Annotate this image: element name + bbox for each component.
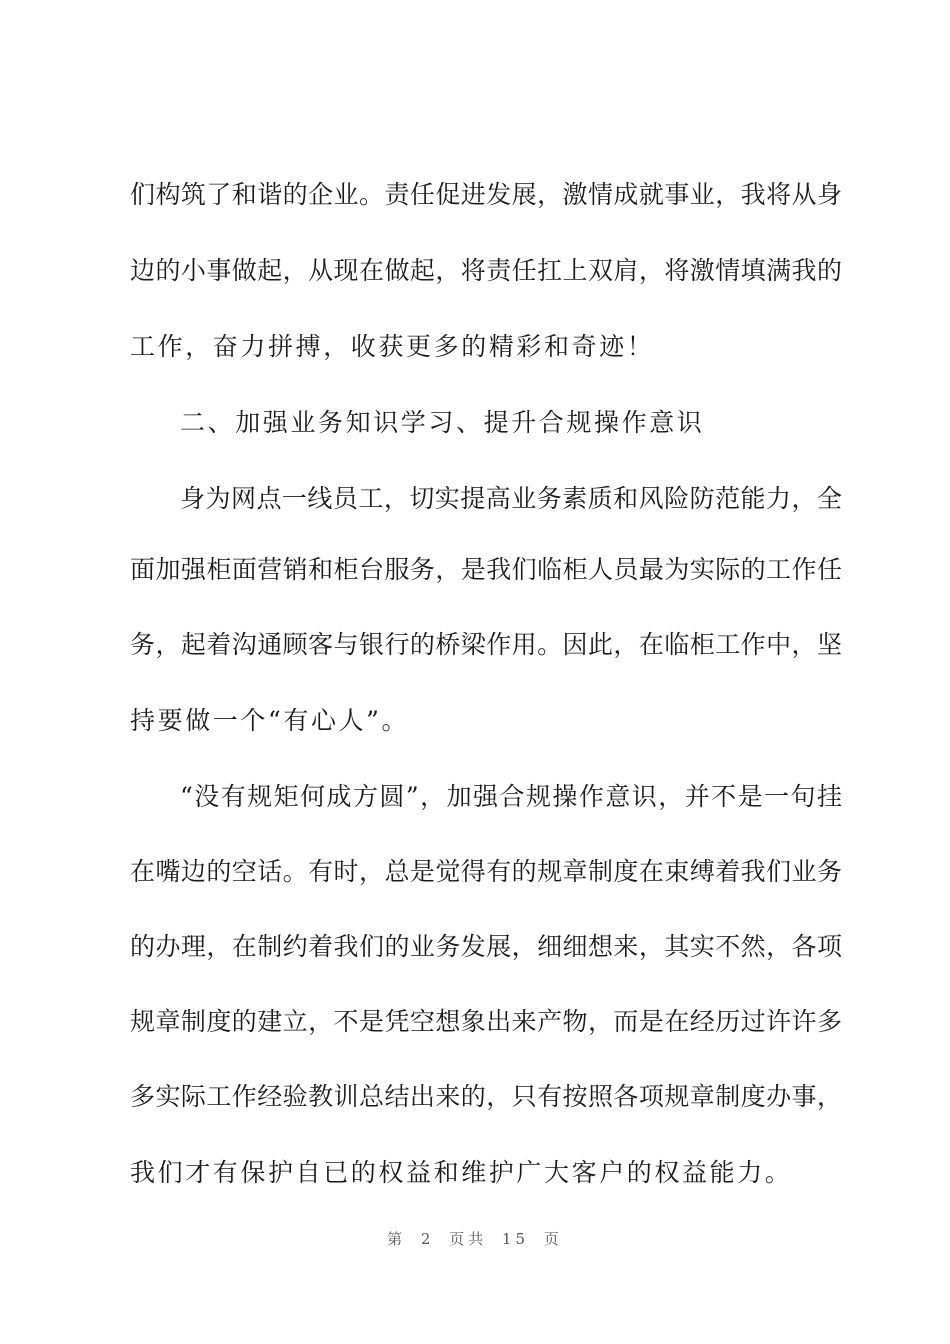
body-line-13: 多实际工作经验教训总结出来的，只有按照各项规章制度办事， xyxy=(130,1082,842,1111)
body-line-6: 面加强柜面营销和柜台服务，是我们临柜人员最为实际的工作任 xyxy=(130,555,842,584)
body-line-14: 我们才有保护自已的权益和维护广大客户的权益能力。 xyxy=(130,1158,793,1187)
section-heading: 二、加强业务知识学习、提升合规操作意识 xyxy=(180,408,705,437)
body-line-11: 的办理，在制约着我们的业务发展，细细想来，其实不然，各项 xyxy=(130,932,842,961)
body-line-9: “没有规矩何成方圆”，加强合规操作意识，并不是一句挂 xyxy=(180,782,842,811)
body-line-3: 工作，奋力拼搏，收获更多的精彩和奇迹！ xyxy=(130,332,655,361)
body-line-1: 们构筑了和谐的企业。责任促进发展，激情成就事业，我将从身 xyxy=(130,180,842,209)
body-line-12: 规章制度的建立，不是凭空想象出来产物，而是在经历过许许多 xyxy=(130,1007,842,1036)
body-line-5: 身为网点一线员工，切实提高业务素质和风险防范能力，全 xyxy=(180,484,842,513)
page-number-footer: 第 2 页共 15 页 xyxy=(387,1230,563,1248)
body-line-2: 边的小事做起，从现在做起，将责任扛上双肩，将激情填满我的 xyxy=(130,256,842,285)
body-line-10: 在嘴边的空话。有时，总是觉得有的规章制度在束缚着我们业务 xyxy=(130,857,842,886)
body-line-8: 持要做一个“有心人”。 xyxy=(130,706,410,735)
body-line-7: 务，起着沟通顾客与银行的桥梁作用。因此，在临柜工作中，坚 xyxy=(130,630,842,659)
